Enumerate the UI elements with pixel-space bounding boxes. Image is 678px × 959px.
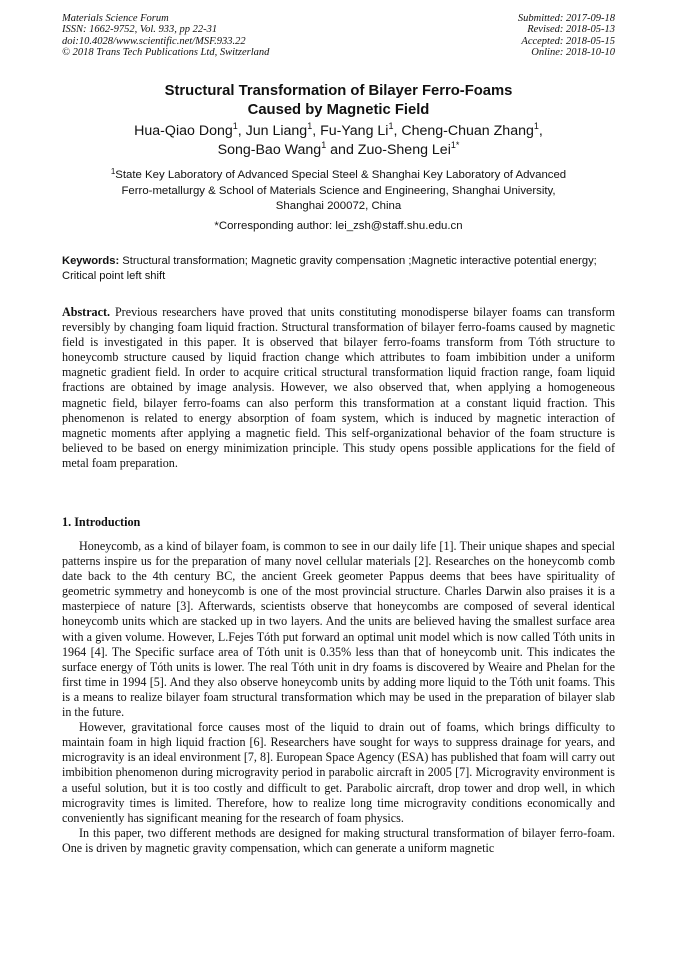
copyright-line: © 2018 Trans Tech Publications Ltd, Switzerland bbox=[62, 47, 270, 59]
author-separator: , bbox=[538, 123, 543, 139]
keywords-label: Keywords: bbox=[62, 255, 120, 267]
author-line-2 bbox=[62, 141, 615, 160]
author-name: Hua-Qiao Dong bbox=[134, 123, 233, 139]
paragraph: However, gravitational force causes most of the liquid to drain out of foams, which brings difficulty to maintain foam in high liquid fraction [6]. Researchers have sought for ways to suppress drainage for years, and microgravity is an ideal environment [7, 8]. European Space Agency (ESA) has published that foam will carry out imbibition phenomenon during microgravity period in parabolic aircraft in 2005 [7]. Microgravity environment is a useful solution, but it is too costly and difficult to get. Parabolic aircraft, drop tower and drop well, in which microgravity times is limited. Therefore, how to realize long time microgravity conditions economically and conveniently has significant meaning for the research of foam physics. bbox=[62, 720, 615, 825]
paragraph: In this paper, two different methods are designed for making structural transformation of bilayer ferro-foam. One is driven by magnetic gravity compensation, which can generate a uniform magnetic bbox=[62, 825, 615, 855]
journal-info bbox=[62, 13, 269, 59]
affiliation-marker: 1 bbox=[321, 140, 327, 150]
abstract-label: Abstract. bbox=[62, 305, 111, 319]
paragraph: Honeycomb, as a kind of bilayer foam, is common to see in our daily life [1]. Their unique shapes and special patterns inspire us for the preparation of many novel cellular materials [2]. Researches on the honeycomb comb date back to the 4th century BC, the ancient Greek geometer Pappus deems that bees have spirituality of geometric symmetry and honeycomb is one of the most provincial structure. Charles Darwin also praises it is a masterpiece of nature [3]. Afterwards, scientists observe that honeycombs are composed of several identical honeycomb units which are stacked up in two layers. And the units are believed having the smallest surface area with a given volume. However, L.Fejes Tóth put forward an optimal unit model which is now called Tóth units in 1964 [4]. The Specific surface area of Tóth unit is 0.35% less than that of honeycomb unit. This indicates the surface energy of Tóth units is lower. The real Tóth unit in dry foams is discovered by Weaire and Phelan for the first time in 1994 [5]. And they also observe honeycomb units by adding more liquid to the Tóth unit foams. This is a means to realize bilayer foam structural transformation which may be used in the preparation of bilayer slab in the future. bbox=[62, 539, 615, 720]
title-line-1: Structural Transformation of Bilayer Ferro-Foams bbox=[164, 83, 513, 99]
affiliation bbox=[62, 168, 615, 215]
author-name: Jun Liang bbox=[245, 123, 308, 139]
introduction-body bbox=[62, 539, 615, 856]
author-separator: , bbox=[312, 123, 321, 139]
affiliation-text: State Key Laboratory of Advanced Special Steel & Shanghai Key Laboratory of Advanced bbox=[115, 169, 567, 181]
affiliation-marker: 1 bbox=[533, 121, 539, 131]
affiliation-marker: 1 bbox=[307, 121, 313, 131]
journal-name: Materials Science Forum bbox=[62, 13, 169, 24]
keywords-text: Structural transformation; Magnetic gravity compensation ;Magnetic interactive potential energy; Critical point left shift bbox=[62, 255, 597, 282]
accepted-date: Accepted: 2018-05-15 bbox=[521, 35, 615, 47]
affiliation-line-1 bbox=[62, 168, 615, 184]
affiliation-line-2: Ferro-metallurgy & School of Materials Science and Engineering, Shanghai University, bbox=[121, 184, 556, 197]
author-conjunction: and bbox=[326, 142, 358, 158]
author-separator: , bbox=[237, 123, 246, 139]
affiliation-marker: 1 bbox=[388, 121, 394, 131]
keywords bbox=[62, 254, 615, 283]
author-list bbox=[62, 122, 615, 160]
issn-line: ISSN: 1662-9752, Vol. 933, pp 22-31 bbox=[62, 24, 218, 36]
author-name: Fu-Yang Li bbox=[320, 123, 389, 139]
author-name: Zuo-Sheng Lei bbox=[357, 142, 451, 158]
title-line-2: Caused by Magnetic Field bbox=[247, 102, 430, 118]
revised-date: Revised: 2018-05-13 bbox=[527, 24, 615, 36]
online-date: Online: 2018-10-10 bbox=[531, 47, 615, 59]
paper-title bbox=[62, 82, 615, 120]
affiliation-marker: 1 bbox=[232, 121, 238, 131]
author-line-1 bbox=[62, 122, 615, 141]
author-name: Song-Bao Wang bbox=[217, 142, 322, 158]
submitted-date: Submitted: 2017-09-18 bbox=[517, 13, 615, 24]
affiliation-line-3: Shanghai 200072, China bbox=[275, 200, 402, 212]
doi-line[interactable]: doi:10.4028/www.scientific.net/MSF.933.22 bbox=[62, 35, 246, 47]
submission-dates bbox=[518, 13, 615, 59]
section-heading-introduction: 1. Introduction bbox=[62, 515, 141, 529]
author-name: Cheng-Chuan Zhang bbox=[401, 123, 534, 139]
abstract-text: Previous researchers have proved that units constituting monodisperse bilayer foams can transform reversibly by changing foam liquid fraction. Structural transformation of bilayer ferro-foams caused by magnetic field is investigated in this paper. It is observed that bilayer ferro-foams transform from Tóth structure to honeycomb structure caused by liquid fraction change which attributes to foam imbibition under a uniform magnetic gradient field. In order to acquire critical structural transformation liquid fraction range, foam liquid fractions are obtained by image analysis. However, we also observed that, when applying a homogeneous magnetic field, bilayer ferro-foams can also perform this transformation at a constant liquid fraction. This phenomenon is related to energy absorption of foam system, which is induced by magnetic interaction of magnetic moments after applying a magnetic field. This self-organizational behavior of the foam structure is believed to be based on energy minimization principle. This study opens possible applications for the field of metal foam preparation. bbox=[62, 305, 615, 470]
author-separator: , bbox=[393, 123, 402, 139]
corresponding-marker: 1* bbox=[450, 140, 460, 150]
affiliation-marker: 1 bbox=[110, 167, 116, 176]
abstract bbox=[62, 305, 615, 471]
corresponding-author: *Corresponding author: lei_zsh@staff.shu.edu.cn bbox=[214, 220, 463, 232]
